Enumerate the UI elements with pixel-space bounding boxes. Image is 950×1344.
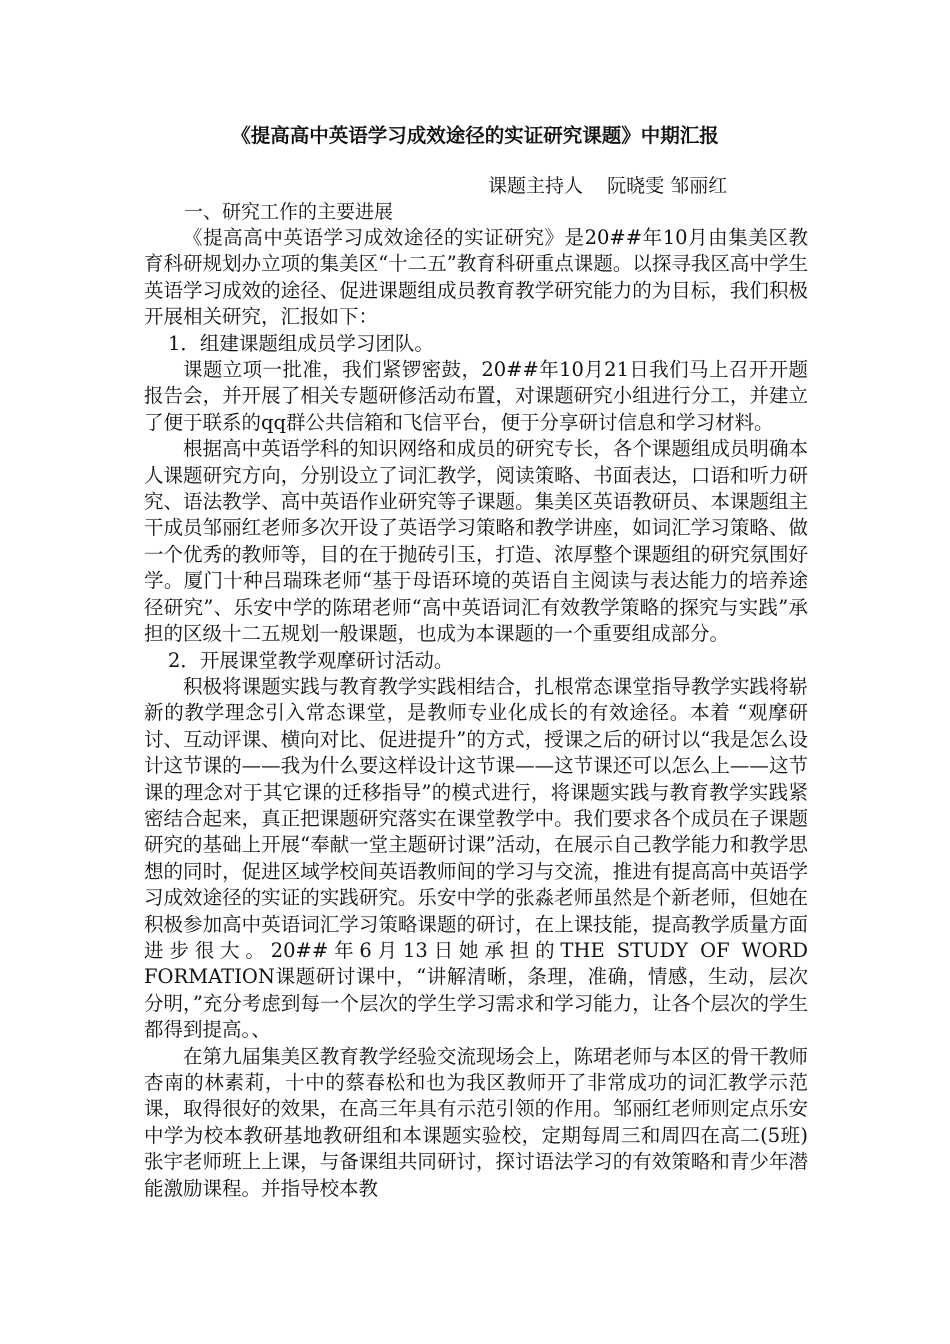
document-title: 《提高高中英语学习成效途径的实证研究课题》中期汇报 — [231, 124, 719, 147]
author-line: 课题主持人 阮晓雯 邹丽红 — [488, 175, 728, 197]
paragraph-classroom-research: 积极将课题实践与教育教学实践相结合，扎根常态课堂指导教学实践将崭新的教学理念引入常态课堂，是教师专业化成长的有效途径。本着 “观摩研讨、互动评课、横向对比、促进提升”的方式，授课之后的研讨以“我是怎么设计这节课的——我为什么要这样设计这节课——这节课还可以怎么上——这节课的理念对于其它课的迁移指导”的模式进行，将课题实践与教育教学实践紧密结合起来，真正把课题研究落实在课堂教学中。我们要求各个成员在子课题研究的基础上开展“奉献一堂主题研讨课”活动，在展示自己教学能力和教学思想的同时，促进区域学校间英语教师间的学习与交流，推进有提高高中英语学习成效途径的实证的实践研究。乐安中学的张淼老师虽然是个新老师，但她在积极参加高中英语词汇学习策略课题的研讨，在上课技能，提高教学质量方面进步很大。20##年6月13日她承担的THE STUDY OF WORD FORMATION课题研讨课中，“讲解清晰，条理，准确，情感，生动，层次分明，”充分考虑到每一个层次的学生学习需求和学习能力，让各个层次的学生都得到提高。、 — [144, 674, 808, 1042]
section-heading: 一、研究工作的主要进展 — [184, 201, 394, 223]
paragraph-team-setup: 课题立项一批准，我们紧锣密鼓，20##年10月21日我们马上召开开题报告会，并开展了相关专题研修活动布置，对课题研究小组进行分工，并建立了便于联系的qq群公共信箱和飞信平台，便于分享研讨信息和学习材料。 — [144, 358, 808, 434]
document-body — [144, 225, 808, 1202]
paragraph-demonstration-lessons: 在第九届集美区教育教学经验交流现场会上，陈珺老师与本区的骨干教师杏南的林素莉，十中的蔡春松和也为我区教师开了非常成功的词汇教学示范课，取得很好的效果，在高三年具有示范引领的作用。邹丽红老师则定点乐安中学为校本教研基地教研组和本课题实验校，定期每周三和周四在高二(5班)张宇老师班上上课，与备课组共同研讨，探讨语法学习的有效策略和青少年潜能激励课程。并指导校本教 — [144, 1044, 808, 1200]
paragraph-research-directions: 根据高中英语学科的知识网络和成员的研究专长，各个课题组成员明确本人课题研究方向，分别设立了词汇教学，阅读策略、书面表达，口语和听力研究、语法教学、高中英语作业研究等子课题。集美区英语教研员、本课题组主干成员邹丽红老师多次开设了英语学习策略和教学讲座，如词汇学习策略、做一个优秀的教师等，目的在于抛砖引玉，打造、浓厚整个课题组的研究氛围好学。厦门十种吕瑞珠老师“基于母语环境的英语自主阅读与表达能力的培养途径研究”、乐安中学的陈珺老师“高中英语词汇有效教学策略的探究与实践”承担的区级十二五规划一般课题，也成为本课题的一个重要组成部分。 — [144, 437, 808, 646]
subheading-classroom: 2．开展课堂教学观摩研讨活动。 — [168, 648, 454, 672]
paragraph-intro: 《提高高中英语学习成效途径的实证研究》是20##年10月由集美区教育科研规划办立项的集美区“十二五”教育科研重点课题。以探寻我区高中学生英语学习成效的途径、促进课题组成员教育教学研究能力的为目标，我们积极开展相关研究，汇报如下： — [144, 226, 808, 329]
subheading-team: 1．组建课题组成员学习团队。 — [168, 331, 434, 355]
